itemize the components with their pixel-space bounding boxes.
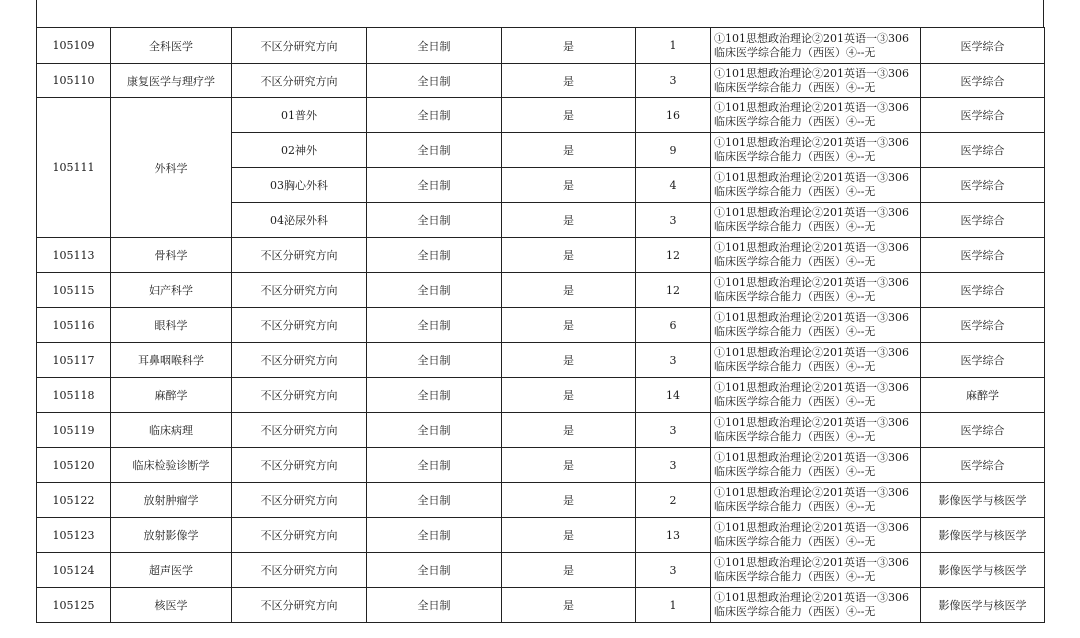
study-mode-cell: 全日制	[367, 238, 502, 273]
enrollment-count-cell: 12	[636, 273, 711, 308]
accept-cell: 是	[502, 273, 636, 308]
major-name-cell: 放射肿瘤学	[111, 483, 232, 518]
exam-subjects-cell	[711, 448, 921, 483]
retest-subject-cell: 影像医学与核医学	[921, 518, 1045, 553]
table-row	[37, 28, 1045, 64]
research-direction-cell: 不区分研究方向	[232, 553, 367, 588]
research-direction-cell: 04泌尿外科	[232, 203, 367, 238]
major-name-cell: 全科医学	[111, 28, 232, 64]
major-name-cell: 外科学	[111, 98, 232, 238]
exam-subjects-line: ①101思想政治理论②201英语一③306	[714, 521, 909, 534]
table-row	[37, 273, 1045, 308]
study-mode-cell: 全日制	[367, 553, 502, 588]
research-direction-cell: 不区分研究方向	[232, 483, 367, 518]
retest-subject-cell: 影像医学与核医学	[921, 553, 1045, 588]
retest-subject-cell: 医学综合	[921, 273, 1045, 308]
exam-subjects-line: 临床医学综合能力（西医）④--无	[714, 185, 876, 198]
research-direction-cell: 不区分研究方向	[232, 308, 367, 343]
exam-subjects-line: 临床医学综合能力（西医）④--无	[714, 115, 876, 128]
accept-cell: 是	[502, 98, 636, 133]
exam-subjects-line: 临床医学综合能力（西医）④--无	[714, 395, 876, 408]
table-row	[37, 448, 1045, 483]
study-mode-cell: 全日制	[367, 98, 502, 133]
research-direction-cell: 不区分研究方向	[232, 28, 367, 64]
exam-subjects-cell	[711, 273, 921, 308]
accept-cell: 是	[502, 378, 636, 413]
exam-subjects-cell	[711, 308, 921, 343]
exam-subjects-cell	[711, 483, 921, 518]
accept-cell: 是	[502, 518, 636, 553]
research-direction-cell: 03胸心外科	[232, 168, 367, 203]
accept-cell: 是	[502, 343, 636, 378]
table-row	[37, 64, 1045, 98]
exam-subjects-cell	[711, 133, 921, 168]
table-row	[37, 483, 1045, 518]
exam-subjects-line: 临床医学综合能力（西医）④--无	[714, 255, 876, 268]
research-direction-cell: 不区分研究方向	[232, 588, 367, 623]
major-name-cell: 康复医学与理疗学	[111, 64, 232, 98]
table-row	[37, 518, 1045, 553]
exam-subjects-line: ①101思想政治理论②201英语一③306	[714, 416, 909, 429]
major-code-cell: 105110	[37, 64, 111, 98]
table-row	[37, 308, 1045, 343]
exam-subjects-line: ①101思想政治理论②201英语一③306	[714, 311, 909, 324]
study-mode-cell: 全日制	[367, 133, 502, 168]
retest-subject-cell: 医学综合	[921, 203, 1045, 238]
enrollment-count-cell: 14	[636, 378, 711, 413]
enrollment-table	[36, 27, 1045, 623]
exam-subjects-line: 临床医学综合能力（西医）④--无	[714, 465, 876, 478]
exam-subjects-line: ①101思想政治理论②201英语一③306	[714, 241, 909, 254]
study-mode-cell: 全日制	[367, 168, 502, 203]
exam-subjects-line: 临床医学综合能力（西医）④--无	[714, 150, 876, 163]
major-code-cell: 105113	[37, 238, 111, 273]
major-code-cell: 105118	[37, 378, 111, 413]
major-name-cell: 耳鼻咽喉科学	[111, 343, 232, 378]
enrollment-count-cell: 3	[636, 203, 711, 238]
study-mode-cell: 全日制	[367, 273, 502, 308]
exam-subjects-line: 临床医学综合能力（西医）④--无	[714, 430, 876, 443]
accept-cell: 是	[502, 133, 636, 168]
study-mode-cell: 全日制	[367, 28, 502, 64]
major-name-cell: 临床病理	[111, 413, 232, 448]
major-code-cell: 105119	[37, 413, 111, 448]
major-code-cell: 105122	[37, 483, 111, 518]
exam-subjects-cell	[711, 168, 921, 203]
exam-subjects-line: ①101思想政治理论②201英语一③306	[714, 171, 909, 184]
study-mode-cell: 全日制	[367, 343, 502, 378]
retest-subject-cell: 医学综合	[921, 238, 1045, 273]
accept-cell: 是	[502, 588, 636, 623]
enrollment-count-cell: 3	[636, 343, 711, 378]
major-name-cell: 麻醉学	[111, 378, 232, 413]
table-row	[37, 378, 1045, 413]
exam-subjects-line: ①101思想政治理论②201英语一③306	[714, 136, 909, 149]
study-mode-cell: 全日制	[367, 378, 502, 413]
exam-subjects-line: 临床医学综合能力（西医）④--无	[714, 290, 876, 303]
exam-subjects-cell	[711, 64, 921, 98]
enrollment-count-cell: 6	[636, 308, 711, 343]
retest-subject-cell: 医学综合	[921, 413, 1045, 448]
exam-subjects-line: 临床医学综合能力（西医）④--无	[714, 80, 876, 94]
exam-subjects-line: 临床医学综合能力（西医）④--无	[714, 605, 876, 618]
research-direction-cell: 不区分研究方向	[232, 64, 367, 98]
enrollment-count-cell: 2	[636, 483, 711, 518]
exam-subjects-line: 临床医学综合能力（西医）④--无	[714, 220, 876, 233]
table-body	[37, 28, 1045, 623]
retest-subject-cell: 医学综合	[921, 448, 1045, 483]
exam-subjects-line: ①101思想政治理论②201英语一③306	[714, 451, 909, 464]
enrollment-count-cell: 1	[636, 28, 711, 64]
exam-subjects-line: ①101思想政治理论②201英语一③306	[714, 31, 909, 45]
research-direction-cell: 不区分研究方向	[232, 518, 367, 553]
exam-subjects-line: 临床医学综合能力（西医）④--无	[714, 570, 876, 583]
study-mode-cell: 全日制	[367, 413, 502, 448]
exam-subjects-line: ①101思想政治理论②201英语一③306	[714, 101, 909, 114]
accept-cell: 是	[502, 168, 636, 203]
major-code-cell: 105116	[37, 308, 111, 343]
retest-subject-cell: 医学综合	[921, 168, 1045, 203]
retest-subject-cell: 医学综合	[921, 28, 1045, 64]
enrollment-count-cell: 3	[636, 413, 711, 448]
major-code-cell: 105111	[37, 98, 111, 238]
study-mode-cell: 全日制	[367, 64, 502, 98]
retest-subject-cell: 医学综合	[921, 308, 1045, 343]
exam-subjects-cell	[711, 98, 921, 133]
exam-subjects-line: ①101思想政治理论②201英语一③306	[714, 556, 909, 569]
exam-subjects-line: ①101思想政治理论②201英语一③306	[714, 346, 909, 359]
major-code-cell: 105124	[37, 553, 111, 588]
study-mode-cell: 全日制	[367, 203, 502, 238]
accept-cell: 是	[502, 203, 636, 238]
research-direction-cell: 01普外	[232, 98, 367, 133]
exam-subjects-cell	[711, 238, 921, 273]
table-row	[37, 588, 1045, 623]
study-mode-cell: 全日制	[367, 483, 502, 518]
accept-cell: 是	[502, 64, 636, 98]
enrollment-count-cell: 1	[636, 588, 711, 623]
exam-subjects-cell	[711, 413, 921, 448]
exam-subjects-line: ①101思想政治理论②201英语一③306	[714, 486, 909, 499]
major-code-cell: 105117	[37, 343, 111, 378]
research-direction-cell: 不区分研究方向	[232, 448, 367, 483]
retest-subject-cell: 医学综合	[921, 98, 1045, 133]
exam-subjects-line: 临床医学综合能力（西医）④--无	[714, 535, 876, 548]
table-row	[37, 553, 1045, 588]
exam-subjects-line: 临床医学综合能力（西医）④--无	[714, 325, 876, 338]
enrollment-count-cell: 4	[636, 168, 711, 203]
exam-subjects-cell	[711, 378, 921, 413]
research-direction-cell: 不区分研究方向	[232, 378, 367, 413]
enrollment-count-cell: 3	[636, 553, 711, 588]
exam-subjects-cell	[711, 588, 921, 623]
retest-subject-cell: 影像医学与核医学	[921, 588, 1045, 623]
exam-subjects-line: 临床医学综合能力（西医）④--无	[714, 360, 876, 373]
table-row	[37, 413, 1045, 448]
exam-subjects-line: ①101思想政治理论②201英语一③306	[714, 381, 909, 394]
major-code-cell: 105115	[37, 273, 111, 308]
accept-cell: 是	[502, 448, 636, 483]
study-mode-cell: 全日制	[367, 518, 502, 553]
research-direction-cell: 不区分研究方向	[232, 238, 367, 273]
exam-subjects-cell	[711, 343, 921, 378]
major-name-cell: 临床检验诊断学	[111, 448, 232, 483]
retest-subject-cell: 影像医学与核医学	[921, 483, 1045, 518]
accept-cell: 是	[502, 238, 636, 273]
major-name-cell: 核医学	[111, 588, 232, 623]
enrollment-count-cell: 13	[636, 518, 711, 553]
retest-subject-cell: 医学综合	[921, 64, 1045, 98]
major-code-cell: 105125	[37, 588, 111, 623]
retest-subject-cell: 麻醉学	[921, 378, 1045, 413]
table-row	[37, 343, 1045, 378]
table-row	[37, 98, 1045, 133]
table-row	[37, 238, 1045, 273]
accept-cell: 是	[502, 483, 636, 518]
exam-subjects-line: 临床医学综合能力（西医）④--无	[714, 45, 876, 59]
major-name-cell: 骨科学	[111, 238, 232, 273]
exam-subjects-line: ①101思想政治理论②201英语一③306	[714, 206, 909, 219]
accept-cell: 是	[502, 28, 636, 64]
exam-subjects-cell	[711, 553, 921, 588]
exam-subjects-line: 临床医学综合能力（西医）④--无	[714, 500, 876, 513]
table-top-edge	[36, 0, 1044, 27]
study-mode-cell: 全日制	[367, 448, 502, 483]
major-name-cell: 放射影像学	[111, 518, 232, 553]
study-mode-cell: 全日制	[367, 308, 502, 343]
research-direction-cell: 不区分研究方向	[232, 343, 367, 378]
major-code-cell: 105109	[37, 28, 111, 64]
enrollment-count-cell: 9	[636, 133, 711, 168]
exam-subjects-cell	[711, 518, 921, 553]
research-direction-cell: 不区分研究方向	[232, 413, 367, 448]
exam-subjects-line: ①101思想政治理论②201英语一③306	[714, 66, 909, 80]
major-code-cell: 105123	[37, 518, 111, 553]
major-name-cell: 眼科学	[111, 308, 232, 343]
enrollment-count-cell: 16	[636, 98, 711, 133]
exam-subjects-cell	[711, 28, 921, 64]
exam-subjects-line: ①101思想政治理论②201英语一③306	[714, 591, 909, 604]
research-direction-cell: 02神外	[232, 133, 367, 168]
enrollment-count-cell: 3	[636, 448, 711, 483]
major-code-cell: 105120	[37, 448, 111, 483]
enrollment-count-cell: 12	[636, 238, 711, 273]
retest-subject-cell: 医学综合	[921, 343, 1045, 378]
study-mode-cell: 全日制	[367, 588, 502, 623]
exam-subjects-line: ①101思想政治理论②201英语一③306	[714, 276, 909, 289]
research-direction-cell: 不区分研究方向	[232, 273, 367, 308]
accept-cell: 是	[502, 413, 636, 448]
enrollment-count-cell: 3	[636, 64, 711, 98]
major-name-cell: 妇产科学	[111, 273, 232, 308]
major-name-cell: 超声医学	[111, 553, 232, 588]
exam-subjects-cell	[711, 203, 921, 238]
retest-subject-cell: 医学综合	[921, 133, 1045, 168]
accept-cell: 是	[502, 308, 636, 343]
accept-cell: 是	[502, 553, 636, 588]
